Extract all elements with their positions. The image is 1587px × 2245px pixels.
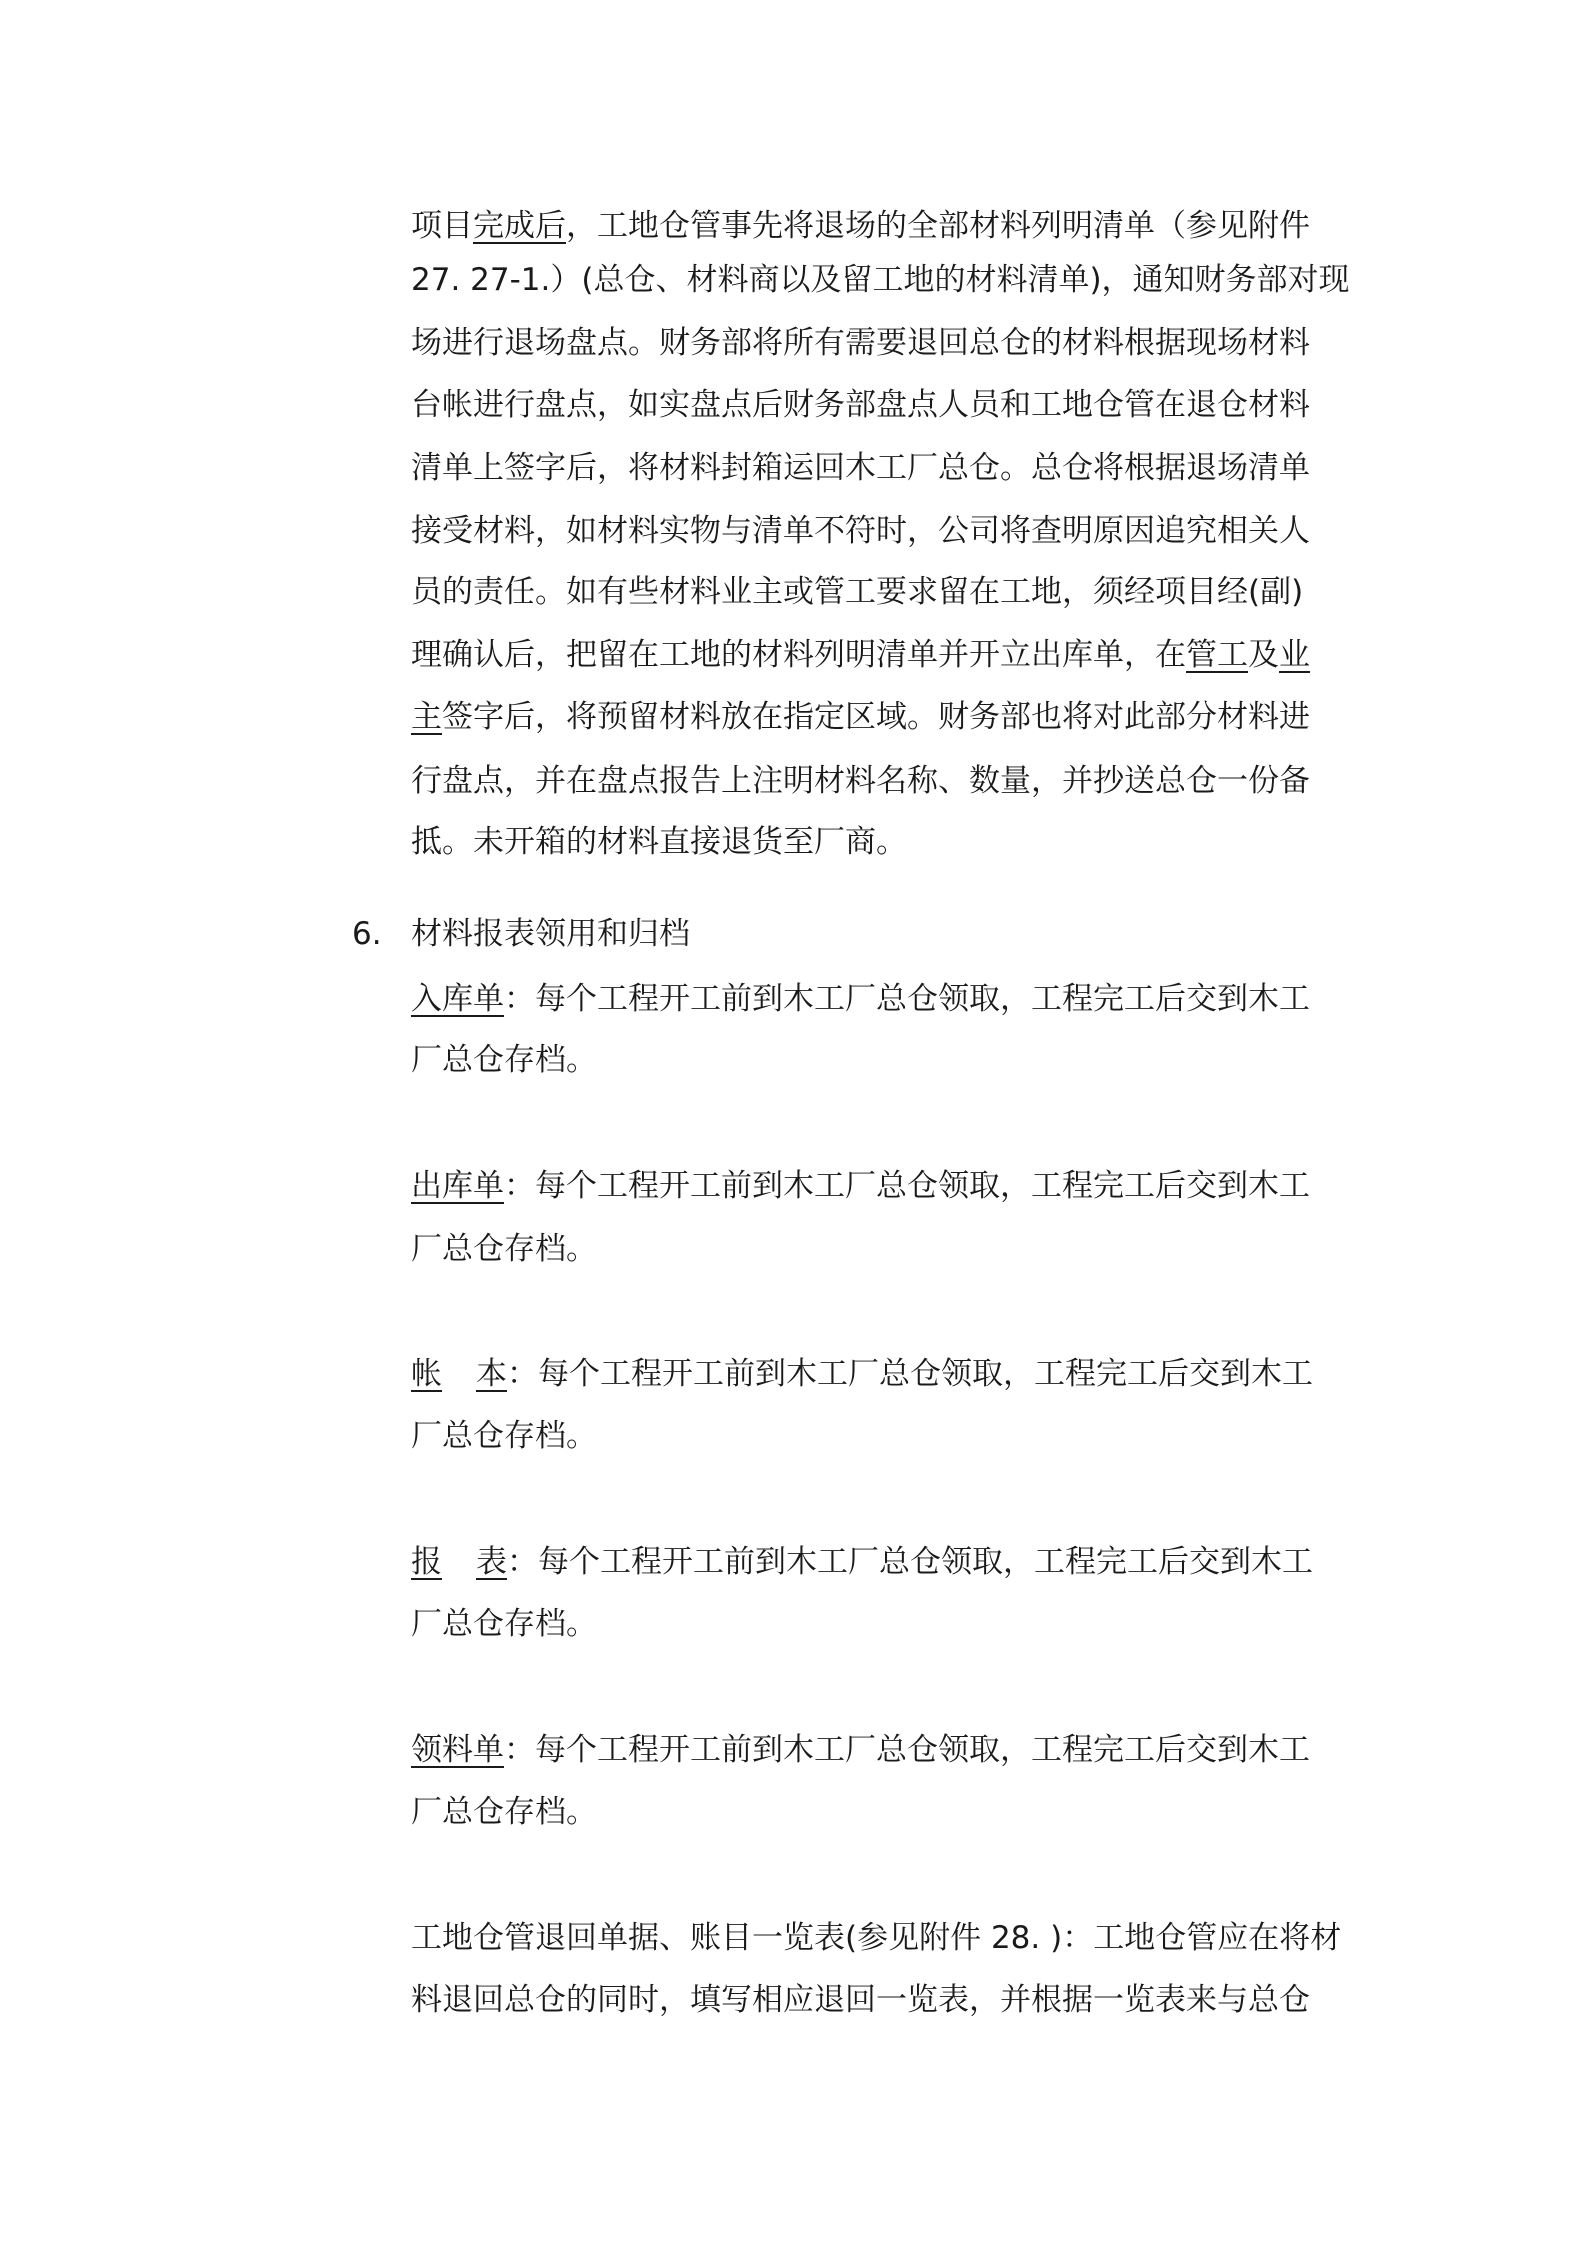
item-text: ：每个工程开工前到木工厂总仓领取，工程完工后交到木工 [504,1732,1310,1768]
para1-line-2: 27. 27-1.）(总仓、材料商以及留工地的材料清单)，通知财务部对现 [411,262,1350,298]
item-text: ：每个工程开工前到木工厂总仓领取，工程完工后交到木工 [504,1168,1310,1204]
text-run: ，工地仓管事先将退场的全部材料列明清单（参见附件 [566,208,1310,244]
para1-line-7: 员的责任。如有些材料业主或管工要求留在工地，须经项目经(副) [411,574,1304,610]
para1-line-4: 台帐进行盘点，如实盘点后财务部盘点人员和工地仓管在退仓材料 [411,387,1310,423]
para1-line-9 [411,697,1351,737]
item-continuation: 厂总仓存档。 [411,1794,597,1830]
last-para-line-1: 工地仓管退回单据、账目一览表(参见附件 28. )：工地仓管应在将材 [411,1920,1342,1956]
para1-line-1 [411,206,1351,246]
text-run: 项目 [411,208,473,244]
para1-line-11: 抵。未开箱的材料直接退货至厂商。 [411,824,907,860]
item-line [411,1542,1351,1582]
item-label: 帐 本 [411,1356,507,1392]
section-number: 6. [352,916,382,952]
text-run: 理确认后，把留在工地的材料列明清单并开立出库单，在 [411,637,1186,673]
item-text: ：每个工程开工前到木工厂总仓领取，工程完工后交到木工 [507,1356,1313,1392]
para1-line-8 [411,635,1351,675]
item-text: ：每个工程开工前到木工厂总仓领取，工程完工后交到木工 [504,981,1310,1017]
item-label: 出库单 [411,1168,504,1204]
text-run: 及 [1248,637,1279,673]
item-label: 领料单 [411,1732,504,1768]
underlined-text: 业 [1279,637,1310,673]
underlined-text: 主 [411,699,442,735]
item-line [411,1354,1351,1394]
underlined-text: 管工 [1186,637,1248,673]
item-continuation: 厂总仓存档。 [411,1231,597,1267]
item-line [411,1166,1351,1206]
item-line [411,979,1351,1019]
para1-line-5: 清单上签字后，将材料封箱运回木工厂总仓。总仓将根据退场清单 [411,450,1310,486]
item-label: 报 表 [411,1544,507,1580]
item-continuation: 厂总仓存档。 [411,1042,597,1078]
section-heading: 材料报表领用和归档 [411,916,690,952]
para1-line-3: 场进行退场盘点。财务部将所有需要退回总仓的材料根据现场材料 [411,325,1310,361]
text-run: 签字后，将预留材料放在指定区域。财务部也将对此部分材料进 [442,699,1310,735]
item-continuation: 厂总仓存档。 [411,1606,597,1642]
last-para-line-2: 料退回总仓的同时，填写相应退回一览表，并根据一览表来与总仓 [411,1982,1310,2018]
underlined-text: 完成后 [473,208,566,244]
item-line [411,1730,1351,1770]
item-continuation: 厂总仓存档。 [411,1418,597,1454]
item-text: ：每个工程开工前到木工厂总仓领取，工程完工后交到木工 [507,1544,1313,1580]
item-label: 入库单 [411,981,504,1017]
para1-line-10: 行盘点，并在盘点报告上注明材料名称、数量，并抄送总仓一份备 [411,763,1310,799]
para1-line-6: 接受材料，如材料实物与清单不符时，公司将查明原因追究相关人 [411,513,1310,549]
